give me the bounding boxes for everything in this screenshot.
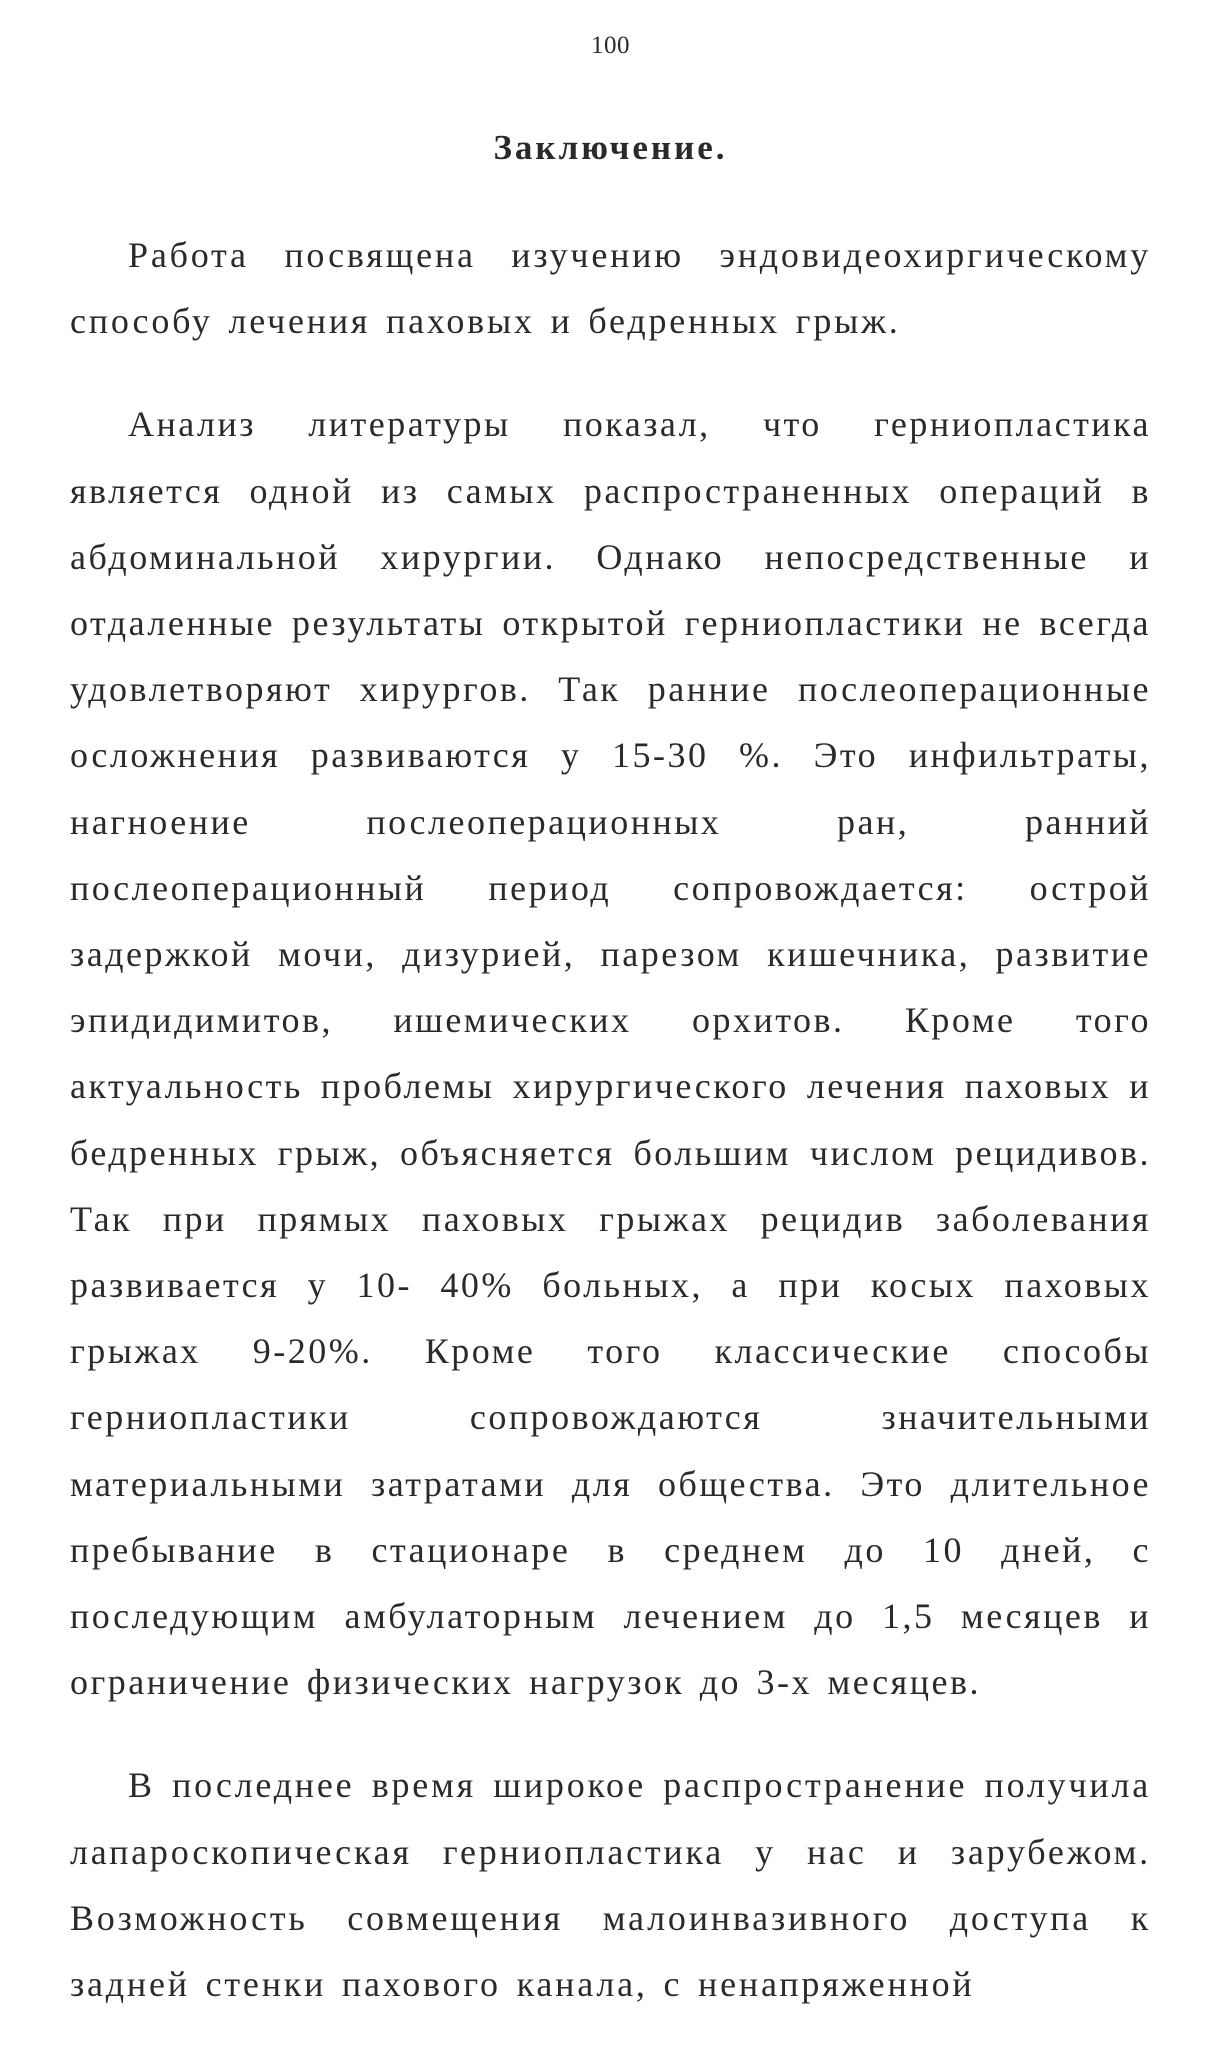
page-number: 100 xyxy=(591,32,630,59)
paragraph-laparoscopic: В последнее время широкое распространение получила лапароскопическая герниопластика у нас и зарубежом. Возможность совмещения малоинвазивного доступа к задней стенки пахового канала, с ненапряженной xyxy=(70,1765,1151,2005)
paragraph-literature-analysis: Анализ литературы показал, что герниопластика является одной из самых распространенных операций в абдоминальной хирургии. Однако непосредственные и отдаленные результаты открытой герниопластики не всегда удовлетворяют хирургов. Так ранние послеоперационные осложнения развиваются у 15-30 %. Это инфильтраты, нагноение послеоперационных ран, ранний послеоперационный период сопровождается: острой задержкой мочи, дизурией, парезом кишечника, развитие эпидидимитов, ишемических орхитов. Кроме того актуальность проблемы хирургического лечения паховых и бедренных грыж, объясняется большим числом рецидивов. Так при прямых паховых грыжах рецидив заболевания развивается у 10- 40% больных, а при косых паховых грыжах 9-20%. Кроме того классические способы герниопластики сопровождаются значительными материальными затратами для общества. Это длительное пребывание в стационаре в среднем до 10 дней, с последующим амбулаторным лечением до 1,5 месяцев и ограничение физических нагрузок до 3-х месяцев. xyxy=(70,404,1151,1703)
paragraph-intro: Работа посвящена изучению эндовидеохиргическому способу лечения паховых и бедренных грыж. xyxy=(70,235,1151,342)
document-body xyxy=(70,222,1151,2054)
page-title: Заключение. xyxy=(493,128,728,167)
